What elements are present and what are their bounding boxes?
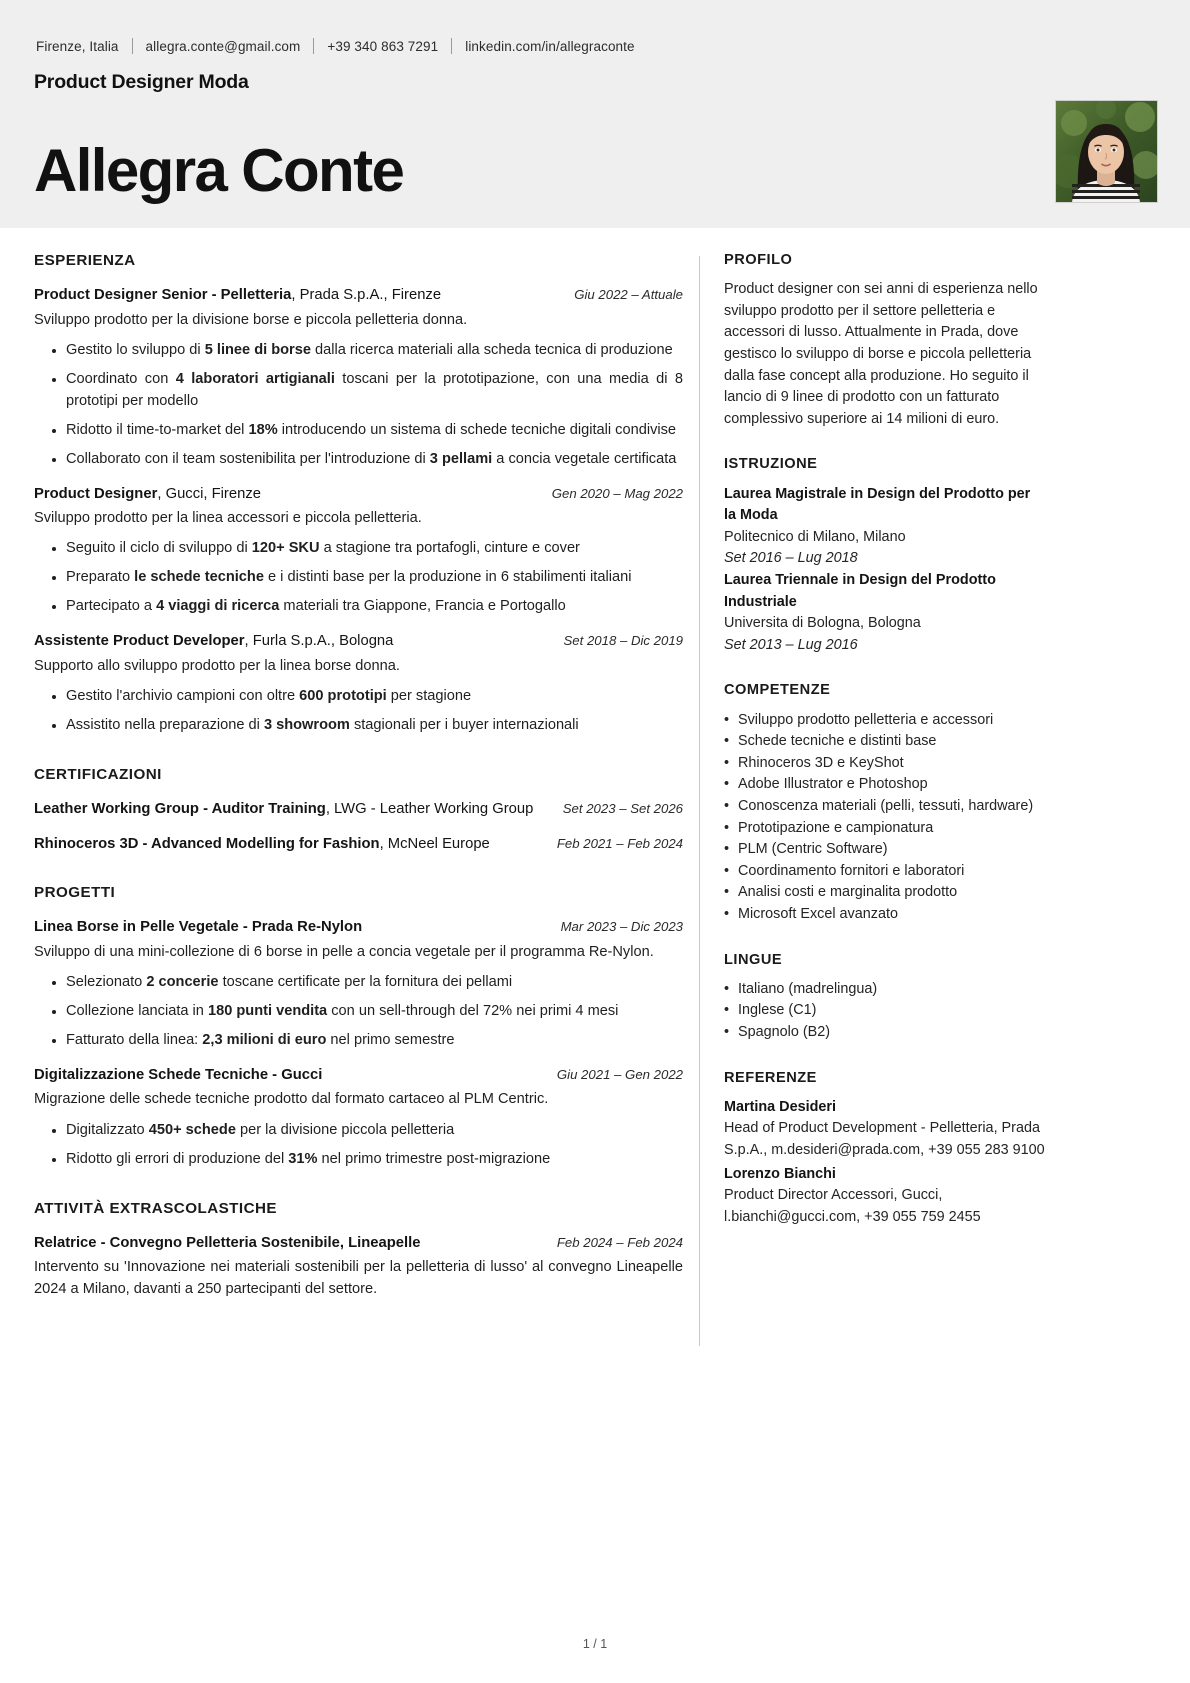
section-experience xyxy=(34,250,683,737)
entry-header-row xyxy=(34,799,683,821)
bullet-text: materiali tra Giappone, Francia e Portogallo xyxy=(279,598,566,615)
education-date: Set 2013 – Lug 2016 xyxy=(724,636,858,653)
bullet-emphasis: 450+ schede xyxy=(148,1121,236,1138)
bullet-text: Ridotto gli errori di produzione del xyxy=(66,1150,289,1167)
section-skills xyxy=(724,680,1045,925)
bullet-text: a concia vegetale certificata xyxy=(492,450,677,467)
reference-detail: Head of Product Development - Pelletteria, Prada S.p.A., m.desideri@prada.com, +39 055 283 9100 xyxy=(724,1120,1045,1159)
bullet-text: per stagione xyxy=(386,687,472,704)
entry-title xyxy=(34,799,549,821)
resume-body xyxy=(0,228,1190,1346)
bullet-text: Digitalizzato xyxy=(66,1121,149,1138)
entry-header-row xyxy=(34,1065,683,1087)
bullet-text: Assistito nella preparazione di xyxy=(66,716,264,733)
section-certifications xyxy=(34,764,683,855)
bullet-emphasis: 31% xyxy=(288,1150,318,1167)
bullet-text: Ridotto il time-to-market del xyxy=(66,421,249,438)
entry-bullet-list xyxy=(34,538,683,618)
bullet-emphasis: 3 pellami xyxy=(429,450,493,467)
entry-title xyxy=(34,834,543,856)
page-indicator: 1 / 1 xyxy=(582,1637,608,1651)
education-entry xyxy=(724,570,1045,656)
section-education xyxy=(724,454,1045,656)
bullet-text: a stagione tra portafogli, cinture e cover xyxy=(319,540,580,557)
entry-bullet xyxy=(34,715,683,737)
skill-item: • Coordinamento fornitori e laboratori xyxy=(724,861,1045,883)
entry-date: Feb 2021 – Feb 2024 xyxy=(556,835,683,851)
contact-item: linkedin.com/in/allegraconte xyxy=(465,38,635,54)
job-title: Product Designer Moda xyxy=(34,71,249,93)
entry-organization: , Gucci, Firenze xyxy=(157,485,261,502)
entry-header-row xyxy=(34,834,683,856)
bullet-emphasis: 180 punti vendita xyxy=(207,1003,328,1020)
entry-bullet xyxy=(34,420,683,442)
entry-header-row xyxy=(34,917,683,939)
entry-bullet xyxy=(34,686,683,708)
contact-line xyxy=(34,30,1156,54)
contact-item: +39 340 863 7291 xyxy=(327,38,439,54)
education-degree: Laurea Triennale in Design del Prodotto Industriale xyxy=(724,572,996,610)
extracurricular-entries xyxy=(34,1233,683,1300)
entry xyxy=(34,917,683,1052)
entry-bullet xyxy=(34,1149,683,1171)
entry-bullet xyxy=(34,596,683,618)
bullet-text: nel primo semestre xyxy=(326,1032,455,1048)
languages-list xyxy=(724,979,1045,1044)
entry-role: Product Designer Senior - Pelletteria xyxy=(34,287,292,304)
reference-entry xyxy=(724,1097,1045,1162)
bullet-emphasis: 5 linee di borse xyxy=(204,342,311,359)
bullet-text: nel primo trimestre post-migrazione xyxy=(317,1150,551,1167)
entry-summary: Sviluppo prodotto per la linea accessori e piccola pelletteria. xyxy=(34,510,422,527)
reference-entries xyxy=(724,1097,1045,1229)
entry-date: Gen 2020 – Mag 2022 xyxy=(551,485,683,501)
entry xyxy=(34,631,683,737)
bullet-emphasis: 600 prototipi xyxy=(299,687,387,704)
bullet-emphasis: 120+ SKU xyxy=(251,540,320,557)
bullet-text: toscane certificate per la fornitura dei pellami xyxy=(218,974,513,991)
bullet-text: toscani per la prototipazione, con una media di 8 prototipi per modello xyxy=(66,370,683,409)
entry-date: Mar 2023 – Dic 2023 xyxy=(560,919,683,935)
entry-date: Feb 2024 – Feb 2024 xyxy=(556,1234,683,1250)
side-column xyxy=(700,250,1045,1231)
entry xyxy=(34,484,683,619)
reference-name: Lorenzo Bianchi xyxy=(724,1165,836,1182)
reference-detail: Product Director Accessori, Gucci, l.bianchi@gucci.com, +39 055 759 2455 xyxy=(724,1187,981,1225)
bullet-text: stagionali per i buyer internazionali xyxy=(349,716,579,733)
entry-role: Linea Borse in Pelle Vegetale - Prada Re-Nylon xyxy=(34,919,363,936)
bullet-text: dalla ricerca materiali alla scheda tecnica di produzione xyxy=(310,342,673,359)
entry-bullet-list xyxy=(34,340,683,470)
contact-separator xyxy=(132,38,133,54)
entry xyxy=(34,1065,683,1171)
skill-item: • Prototipazione e campionatura xyxy=(724,818,1045,840)
entry-bullet xyxy=(34,369,683,413)
entry-title xyxy=(34,484,538,506)
profile-photo-image xyxy=(1056,101,1157,202)
entry-title xyxy=(34,631,549,653)
bullet-text: Fatturato della linea: xyxy=(66,1032,203,1048)
entry-summary: Supporto allo sviluppo prodotto per la linea borse donna. xyxy=(34,657,400,674)
main-column xyxy=(34,250,699,1313)
full-name: Allegra Conte xyxy=(34,137,404,204)
entry-role: Relatrice - Convegno Pelletteria Sostenibile, Lineapelle xyxy=(34,1234,421,1251)
entry-role: Leather Working Group - Auditor Training xyxy=(34,800,326,817)
skill-item: • Conoscenza materiali (pelli, tessuti, hardware) xyxy=(724,796,1045,818)
language-item: • Inglese (C1) xyxy=(724,1000,1045,1022)
entry-bullet xyxy=(34,1001,683,1023)
entry-title xyxy=(34,1065,543,1087)
bullet-emphasis: 4 laboratori artigianali xyxy=(175,370,335,387)
resume-header xyxy=(0,0,1190,228)
entry-title xyxy=(34,917,547,939)
entry-bullet xyxy=(34,1030,683,1052)
entry-role: Digitalizzazione Schede Tecniche - Gucci xyxy=(34,1066,323,1083)
contact-separator xyxy=(451,38,452,54)
bullet-text: Collaborato con il team sostenibilita per l'introduzione di xyxy=(66,450,430,467)
bullet-text: Partecipato a xyxy=(66,598,157,615)
entry-bullet xyxy=(34,567,683,589)
education-degree: Laurea Magistrale in Design del Prodotto per la Moda xyxy=(724,485,1031,524)
skill-item: • Sviluppo prodotto pelletteria e accessori xyxy=(724,710,1045,732)
section-heading-extracurricular: ATTIVITÀ EXTRASCOLASTICHE xyxy=(34,1199,277,1217)
education-entry xyxy=(724,484,1045,570)
entry-organization: , Prada S.p.A., Firenze xyxy=(291,287,442,304)
section-languages xyxy=(724,950,1045,1044)
education-school: Universita di Bologna, Bologna xyxy=(724,615,921,632)
entry-title xyxy=(34,1233,543,1255)
skill-item: • Schede tecniche e distinti base xyxy=(724,731,1045,753)
entry-bullet xyxy=(34,449,683,471)
bullet-emphasis: le schede tecniche xyxy=(134,569,264,586)
entry xyxy=(34,834,683,856)
contact-separator xyxy=(313,38,314,54)
education-date: Set 2016 – Lug 2018 xyxy=(724,550,858,567)
entry-summary: Intervento su 'Innovazione nei materiali sostenibili per la pelletteria di lusso' al convegno Lineapelle 2024 a Milano, davanti a 250 partecipanti del settore. xyxy=(34,1259,683,1297)
bullet-text: Selezionato xyxy=(66,974,147,991)
entry-bullet xyxy=(34,538,683,560)
bullet-emphasis: 18% xyxy=(248,421,278,438)
entry-summary: Sviluppo di una mini-collezione di 6 borse in pelle a concia vegetale per il programma Re-Nylon. xyxy=(34,943,654,960)
education-school: Politecnico di Milano, Milano xyxy=(724,528,906,545)
section-extracurricular xyxy=(34,1198,683,1300)
entry-bullet xyxy=(34,1120,683,1142)
bullet-emphasis: 2 concerie xyxy=(146,974,219,991)
entry xyxy=(34,799,683,821)
section-heading-education: ISTRUZIONE xyxy=(724,456,818,473)
contact-item: Firenze, Italia xyxy=(36,38,119,54)
section-references xyxy=(724,1068,1045,1229)
entry-organization: , LWG - Leather Working Group xyxy=(325,800,534,817)
section-heading-experience: ESPERIENZA xyxy=(34,252,136,269)
skill-item: • PLM (Centric Software) xyxy=(724,839,1045,861)
project-entries xyxy=(34,917,683,1170)
entry-date: Set 2018 – Dic 2019 xyxy=(563,633,683,649)
section-heading-skills: COMPETENZE xyxy=(724,682,831,699)
entry-date: Giu 2021 – Gen 2022 xyxy=(556,1066,683,1082)
entry-organization: , McNeel Europe xyxy=(379,835,490,852)
entry-role: Rhinoceros 3D - Advanced Modelling for Fashion xyxy=(34,835,380,852)
bullet-emphasis: 4 viaggi di ricerca xyxy=(156,598,280,615)
entry-header-row xyxy=(34,1233,683,1255)
bullet-text: Coordinato con xyxy=(66,370,176,387)
entry-role: Assistente Product Developer xyxy=(34,633,245,650)
section-heading-profile: PROFILO xyxy=(724,252,793,268)
skill-item: • Analisi costi e marginalita prodotto xyxy=(724,882,1045,904)
profile-photo xyxy=(1055,100,1158,203)
profile-text: Product designer con sei anni di esperienza nello sviluppo prodotto per il settore pelletteria e accessori di lusso. Attualmente in Prada, dove gestisco lo sviluppo di borse e piccola pelletteria dalla fase concept alla produzione. Ho seguito il lancio di 9 linee di prodotto con un fatturato complessivo superiore ai 14 milioni di euro. xyxy=(724,281,1038,427)
skill-item: • Rhinoceros 3D e KeyShot xyxy=(724,753,1045,775)
education-entries xyxy=(724,484,1045,657)
entry-bullet-list xyxy=(34,1120,683,1171)
entry-bullet-list xyxy=(34,686,683,737)
entry-date: Giu 2022 – Attuale xyxy=(574,287,683,303)
entry-bullet-list xyxy=(34,972,683,1052)
section-heading-certifications: CERTIFICAZIONI xyxy=(34,765,162,783)
bullet-text: e i distinti base per la produzione in 6 stabilimenti italiani xyxy=(263,569,632,586)
entry-date: Set 2023 – Set 2026 xyxy=(562,800,683,816)
bullet-text: introducendo un sistema di schede tecniche digitali condivise xyxy=(277,421,677,438)
entry-title xyxy=(34,285,560,307)
skills-list xyxy=(724,710,1045,926)
bullet-text: Gestito l'archivio campioni con oltre xyxy=(66,687,300,704)
bullet-emphasis: 3 showroom xyxy=(263,716,350,733)
bullet-text: Seguito il ciclo di sviluppo di xyxy=(66,540,252,557)
entry-summary: Sviluppo prodotto per la divisione borse e piccola pelletteria donna. xyxy=(34,311,468,328)
section-profile xyxy=(724,250,1045,430)
bullet-text: con un sell-through del 72% nei primi 4 mesi xyxy=(327,1003,619,1020)
language-item: • Spagnolo (B2) xyxy=(724,1022,1045,1044)
contact-item: allegra.conte@gmail.com xyxy=(145,38,301,54)
entry-header-row xyxy=(34,631,683,653)
section-heading-references: REFERENZE xyxy=(724,1069,817,1086)
entry xyxy=(34,285,683,470)
section-heading-languages: LINGUE xyxy=(724,951,783,968)
entry-header-row xyxy=(34,285,683,307)
reference-entry xyxy=(724,1164,1045,1229)
section-projects xyxy=(34,882,683,1170)
reference-name: Martina Desideri xyxy=(724,1098,836,1115)
skill-item: • Microsoft Excel avanzato xyxy=(724,904,1045,926)
entry-role: Product Designer xyxy=(34,485,158,502)
bullet-text: Collezione lanciata in xyxy=(66,1003,208,1020)
language-item: • Italiano (madrelingua) xyxy=(724,979,1045,1001)
entry-organization: , Furla S.p.A., Bologna xyxy=(244,633,394,650)
certification-entries xyxy=(34,799,683,855)
bullet-text: Preparato xyxy=(66,569,135,586)
section-heading-projects: PROGETTI xyxy=(34,884,116,902)
experience-entries xyxy=(34,285,683,737)
entry-bullet xyxy=(34,972,683,994)
bullet-text: per la divisione piccola pelletteria xyxy=(235,1121,455,1138)
entry-header-row xyxy=(34,484,683,506)
entry-bullet xyxy=(34,340,683,362)
skill-item: • Adobe Illustrator e Photoshop xyxy=(724,774,1045,796)
entry xyxy=(34,1233,683,1300)
bullet-emphasis: 2,3 milioni di euro xyxy=(202,1032,327,1048)
entry-summary: Migrazione delle schede tecniche prodotto dal formato cartaceo al PLM Centric. xyxy=(34,1091,549,1108)
bullet-text: Gestito lo sviluppo di xyxy=(66,342,205,359)
